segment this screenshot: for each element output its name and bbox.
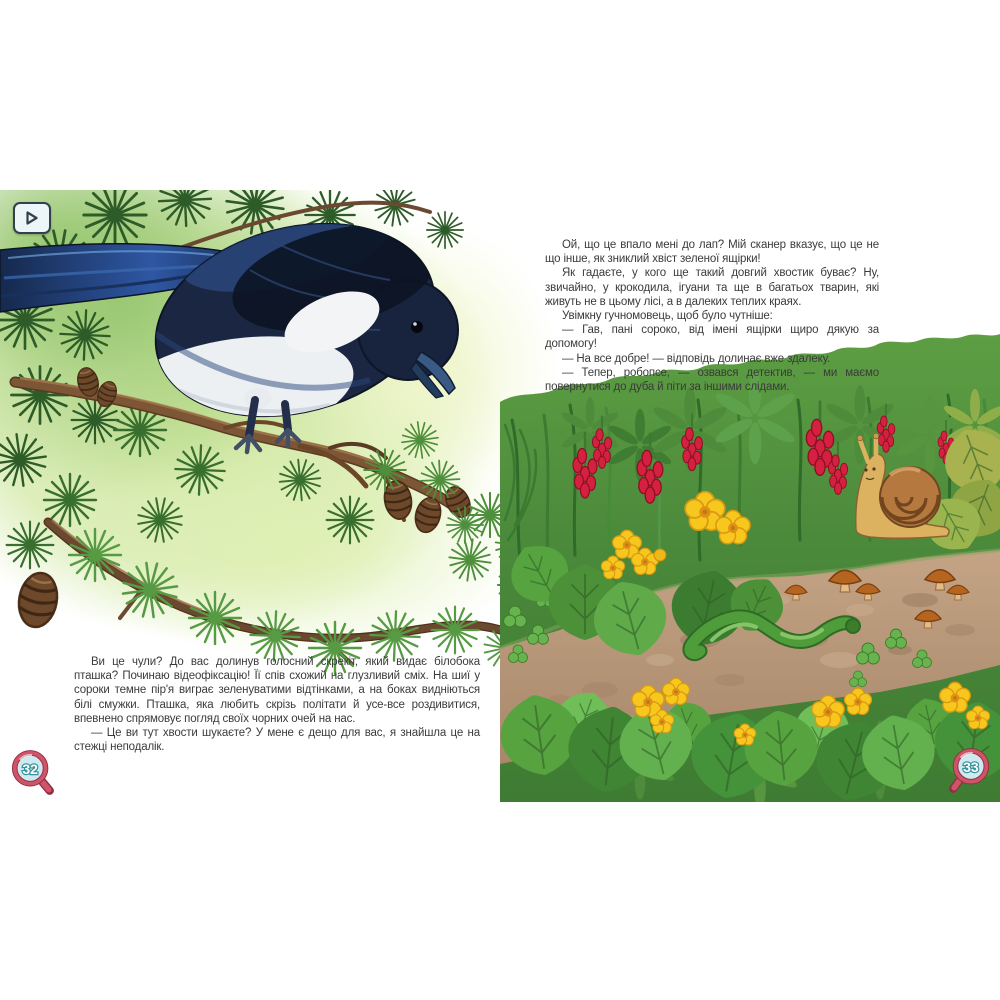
paragraph: — На все добре! — відповідь долинає вже здалеку. bbox=[562, 352, 831, 365]
right-page-text bbox=[545, 238, 879, 394]
paragraph: — Гав, пані сороко, від імені ящірки щиро дякую за допомогу! bbox=[545, 324, 879, 351]
magpie-eye bbox=[411, 321, 423, 333]
play-icon bbox=[25, 211, 39, 225]
paragraph: Як гадаєте, у кого ще такий довгий хвостик буває? Ну, звичайно, у крокодила, ігуани та ще в багатьох тварин, які живуть не в цьому лісі, а в далеких теплих краях. bbox=[545, 267, 879, 308]
page-number-magnifier-left[interactable] bbox=[4, 744, 60, 800]
paragraph: Ой, що це впало мені до лап? Мій сканер вказує, що це не що інше, як зниклий хвіст зеленої ящірки! bbox=[545, 239, 879, 266]
play-button[interactable] bbox=[13, 202, 51, 234]
paragraph: — Це ви тут хвости шукаєте? У мене є дещо для вас, я знайшла це на стежці неподалік. bbox=[74, 727, 480, 754]
left-page-text bbox=[74, 655, 480, 754]
paragraph: Ви це чули? До вас долинув голосний скрекіт, який видає білобока пташка? Починаю відеофіксацію! Її спів схожий на глузливий сміх. На шиї у сороки темне пір'я виграє зеленуватими відтінками, а на боках видніються білі смужки. Пташка, яка любить скрізь політати й усе-все роздивитися, впевнено спрямовує погляд своїх чорних очей на нас. bbox=[74, 656, 480, 725]
garden-illustration bbox=[495, 334, 1000, 802]
page-number-magnifier-right[interactable] bbox=[942, 742, 998, 798]
page-number: 32 bbox=[22, 760, 38, 777]
paragraph: Увімкну гучномовець, щоб було чутніше: bbox=[562, 310, 773, 323]
page-number: 33 bbox=[963, 758, 979, 775]
paragraph: — Тепер, робопсе, — озвався детектив, — ми маємо повернутися до дуба й піти за іншими слідами. bbox=[545, 366, 879, 394]
